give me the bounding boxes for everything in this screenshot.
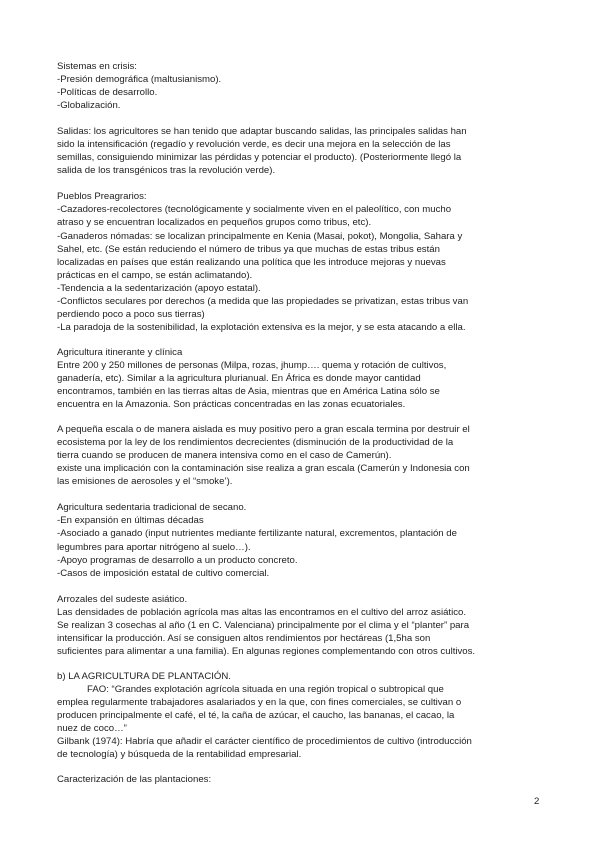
bullet-line: Sahel, etc. (Se están reduciendo el número de tribus ya que muchas de estas tribus están bbox=[57, 243, 440, 255]
paragraph-line: Entre 200 y 250 millones de personas (Milpa, rozas, jhump…. quema y rotación de cultivos, bbox=[57, 359, 447, 371]
paragraph-line: Salidas: los agricultores se han tenido que adaptar buscando salidas, las principales salidas han bbox=[57, 126, 467, 138]
paragraph-line: encontramos, también en las tierras altas de Asia, mientras que en América Latina sólo se bbox=[57, 386, 440, 398]
paragraph-line: suficientes para alimentar a una familia). En algunas regiones complementando con otros cultivos. bbox=[57, 645, 476, 657]
section-salidas bbox=[57, 125, 547, 177]
bullet-line: -Presión demográfica (maltusianismo). bbox=[57, 74, 222, 86]
bullet-line: -Casos de imposición estatal de cultivo comercial. bbox=[57, 567, 270, 579]
bullet-line: -Globalización. bbox=[57, 100, 121, 112]
bullet-line: atraso y se encuentran localizados en pequeños grupos como tribus, etc). bbox=[57, 217, 372, 229]
section-heading: Sistemas en crisis: bbox=[57, 61, 137, 72]
section-heading: b) LA AGRICULTURA DE PLANTACIÓN. bbox=[57, 670, 231, 682]
section-agricultura-itinerante bbox=[57, 346, 547, 411]
bullet-line: -Ganaderos nómadas: se localizan principalmente en Kenia (Masai, pokot), Mongolia, Sahara y bbox=[57, 230, 463, 242]
paragraph-line: sido la intensificación (regadío y revolución verde, es decir una mejora en la selección de las bbox=[57, 139, 451, 151]
paragraph-line: las emisiones de aerosoles y el “smoke’). bbox=[57, 476, 233, 488]
paragraph-line: tierra cuando se producen de manera intensiva como en el caso de Camerún). bbox=[57, 450, 392, 462]
section-heading: Caracterización de las plantaciones: bbox=[57, 774, 212, 786]
section-pueblos-preagrarios bbox=[57, 190, 547, 334]
section-heading: Arrozales del sudeste asiático. bbox=[57, 593, 188, 605]
quote-line: producen principalmente el café, el té, la caña de azúcar, el caucho, las bananas, el cacao, la bbox=[57, 710, 455, 722]
section-sistemas-crisis bbox=[57, 60, 547, 112]
bullet-line: -Apoyo programas de desarrollo a un producto concreto. bbox=[57, 554, 298, 566]
section-heading: Pueblos Preagrarios: bbox=[57, 191, 147, 203]
bullet-line: -En expansión en últimas décadas bbox=[57, 515, 204, 527]
paragraph-line: Se realizan 3 cosechas al año (1 en C. Valenciana) principalmente por el clima y el “planter” para bbox=[57, 619, 470, 631]
quote-line: emplea regularmente trabajadores asalariados y en la que, con fines comerciales, se cultivan o bbox=[57, 696, 462, 708]
bullet-line: legumbres para aportar nitrógeno al suelo…). bbox=[57, 541, 251, 553]
section-arrozales bbox=[57, 593, 547, 658]
bullet-line: -La paradoja de la sostenibilidad, la explotación extensiva es la mejor, y se esta atacando a ella. bbox=[57, 321, 466, 333]
paragraph-line: encuentra en la Amazonia. Son prácticas concentradas en las zonas ecuatoriales. bbox=[57, 399, 406, 411]
quote-line: nuez de coco…” bbox=[57, 723, 127, 735]
bullet-line: -Políticas de desarrollo. bbox=[57, 87, 158, 99]
paragraph-line: salida de los transgénicos tras la revolución verde). bbox=[57, 165, 276, 177]
section-agricultura-secano bbox=[57, 501, 547, 579]
paragraph-line: Gilbank (1974): Habría que añadir el carácter científico de procedimientos de cultivo (introducción bbox=[57, 736, 472, 748]
bullet-line: -Conflictos seculares por derechos (a medida que las propiedades se privatizan, estas tribus van bbox=[57, 295, 469, 307]
section-agricultura-plantacion bbox=[57, 670, 547, 761]
page-number: 2 bbox=[534, 796, 540, 807]
paragraph-line: Las densidades de población agrícola mas altas las encontramos en el cultivo del arroz asiático. bbox=[57, 606, 467, 618]
paragraph-line: ecosistema por la ley de los rendimientos decrecientes (disminución de la productividad de la bbox=[57, 437, 454, 449]
paragraph-line: A pequeña escala o de manera aislada es muy positivo pero a gran escala termina por destruir el bbox=[57, 424, 470, 436]
page-body bbox=[57, 60, 547, 786]
bullet-line: -Cazadores-recolectores (tecnológicamente y socialmente viven en el paleolítico, con mucho bbox=[57, 204, 452, 216]
paragraph-line: existe una implicación con la contaminación sise realiza a gran escala (Camerún y Indonesia con bbox=[57, 463, 470, 475]
paragraph-line: de tecnología) y búsqueda de la rentabilidad empresarial. bbox=[57, 749, 302, 761]
section-heading: Agricultura itinerante y clínica bbox=[57, 346, 183, 358]
bullet-line: prácticas en el campo, se están aclimatando). bbox=[57, 269, 253, 281]
quote-line: FAO: “Grandes explotación agrícola situada en una región tropical o subtropical que bbox=[87, 683, 444, 695]
bullet-line: -Asociado a ganado (input nutrientes mediante fertilizante natural, excrementos, plantación de bbox=[57, 528, 457, 540]
section-pequena-escala bbox=[57, 423, 547, 488]
section-caracterizacion bbox=[57, 773, 547, 786]
paragraph-line: ganadería, etc). Similar a la agricultura plurianual. En África es donde mayor cantidad bbox=[57, 372, 421, 384]
paragraph-line: semillas, consiguiendo minimizar las pérdidas y potenciar el producto). (Posteriormente llegó la bbox=[57, 152, 462, 164]
section-heading: Agricultura sedentaria tradicional de secano. bbox=[57, 502, 247, 514]
bullet-line: localizadas en países que están realizando una política que les introduce mejoras y nuevas bbox=[57, 256, 446, 268]
bullet-line: perdiendo poco a poco sus tierras) bbox=[57, 308, 205, 320]
bullet-line: -Tendencia a la sedentarización (apoyo estatal). bbox=[57, 282, 261, 294]
paragraph-line: intensificar la producción. Así se consiguen altos rendimientos por hectáreas (1,5ha son bbox=[57, 632, 431, 644]
